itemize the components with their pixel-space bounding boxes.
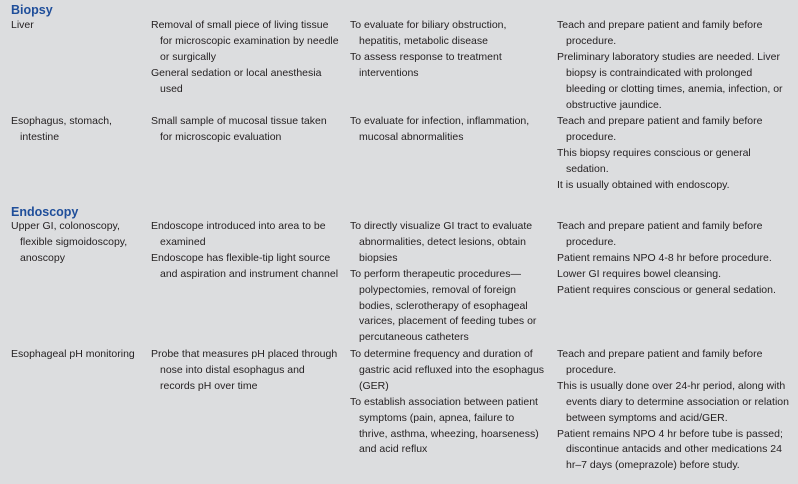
nursing-cell — [557, 219, 793, 299]
cell-text: Patient requires conscious or general sedation. — [557, 283, 776, 296]
cell-text: Probe that measures pH placed through nose into distal esophagus and records pH over time — [151, 348, 338, 392]
test-name-cell — [11, 18, 139, 34]
cell-text: To evaluate for infection, inflammation, mucosal abnormalities — [350, 115, 530, 143]
cell-text: Endoscope introduced into area to be examined — [151, 220, 326, 248]
section-heading-endoscopy: Endoscopy — [11, 205, 79, 219]
description-cell — [151, 347, 341, 395]
description-cell — [151, 114, 341, 146]
test-name-cell — [11, 219, 139, 267]
cell-text: Teach and prepare patient and family before procedure. — [557, 115, 763, 143]
nursing-cell — [557, 347, 793, 474]
nursing-cell — [557, 114, 793, 194]
section-heading-biopsy: Biopsy — [11, 3, 53, 17]
cell-text: This biopsy requires conscious or general sedation. — [557, 146, 751, 175]
cell-text: Endoscope has flexible-tip light source and aspiration and instrument channel — [151, 251, 339, 280]
cell-text: Preliminary laboratory studies are needed. Liver biopsy is contraindicated with prolonged bleeding or clotting times, anemia, infection, or obstructive jaundice. — [557, 50, 783, 111]
cell-text: Patient remains NPO 4 hr before tube is passed; discontinue antacids and other medications 24 hr–7 days (omeprazole) before study. — [557, 427, 783, 472]
cell-text: Teach and prepare patient and family before procedure. — [557, 19, 763, 47]
cell-text: Patient remains NPO 4-8 hr before procedure. — [557, 251, 772, 264]
cell-text: Liver — [11, 19, 34, 31]
cell-text: Teach and prepare patient and family before procedure. — [557, 220, 763, 248]
cell-text: Esophageal pH monitoring — [11, 348, 135, 360]
cell-text: Esophagus, stomach, intestine — [11, 115, 112, 143]
cell-text: Teach and prepare patient and family before procedure. — [557, 348, 763, 376]
purpose-cell — [350, 347, 545, 458]
cell-text: To assess response to treatment interventions — [350, 50, 502, 79]
description-cell — [151, 219, 341, 283]
cell-text: To determine frequency and duration of gastric acid refluxed into the esophagus (GER) — [350, 348, 545, 392]
cell-text: Small sample of mucosal tissue taken for microscopic evaluation — [151, 115, 327, 143]
cell-text: To directly visualize GI tract to evaluate abnormalities, detect lesions, obtain biopsies — [350, 220, 533, 264]
cell-text: To evaluate for biliary obstruction, hepatitis, metabolic disease — [350, 19, 507, 47]
cell-text: To establish association between patient symptoms (pain, apnea, failure to thrive, asthma, wheezing, hoarseness) and acid reflux — [350, 395, 539, 456]
cell-text: This is usually done over 24-hr period, along with events diary to determine association or relation between symptoms and acid/GER. — [557, 379, 789, 424]
cell-text: General sedation or local anesthesia used — [151, 66, 322, 95]
test-name-cell — [11, 114, 139, 146]
cell-text: To perform therapeutic procedures—polypectomies, removal of foreign bodies, sclerotherapy of esophageal varices, placement of feeding tubes or percutaneous catheters — [350, 267, 537, 344]
cell-text: It is usually obtained with endoscopy. — [557, 178, 730, 191]
cell-text: Lower GI requires bowel cleansing. — [557, 267, 722, 280]
cell-text: Upper GI, colonoscopy, flexible sigmoidoscopy, anoscopy — [11, 220, 128, 264]
test-name-cell — [11, 347, 139, 363]
purpose-cell — [350, 219, 545, 346]
nursing-cell — [557, 18, 793, 113]
purpose-cell — [350, 18, 545, 82]
purpose-cell — [350, 114, 545, 146]
cell-text: Removal of small piece of living tissue for microscopic examination by needle or surgically — [151, 19, 339, 63]
description-cell — [151, 18, 341, 98]
